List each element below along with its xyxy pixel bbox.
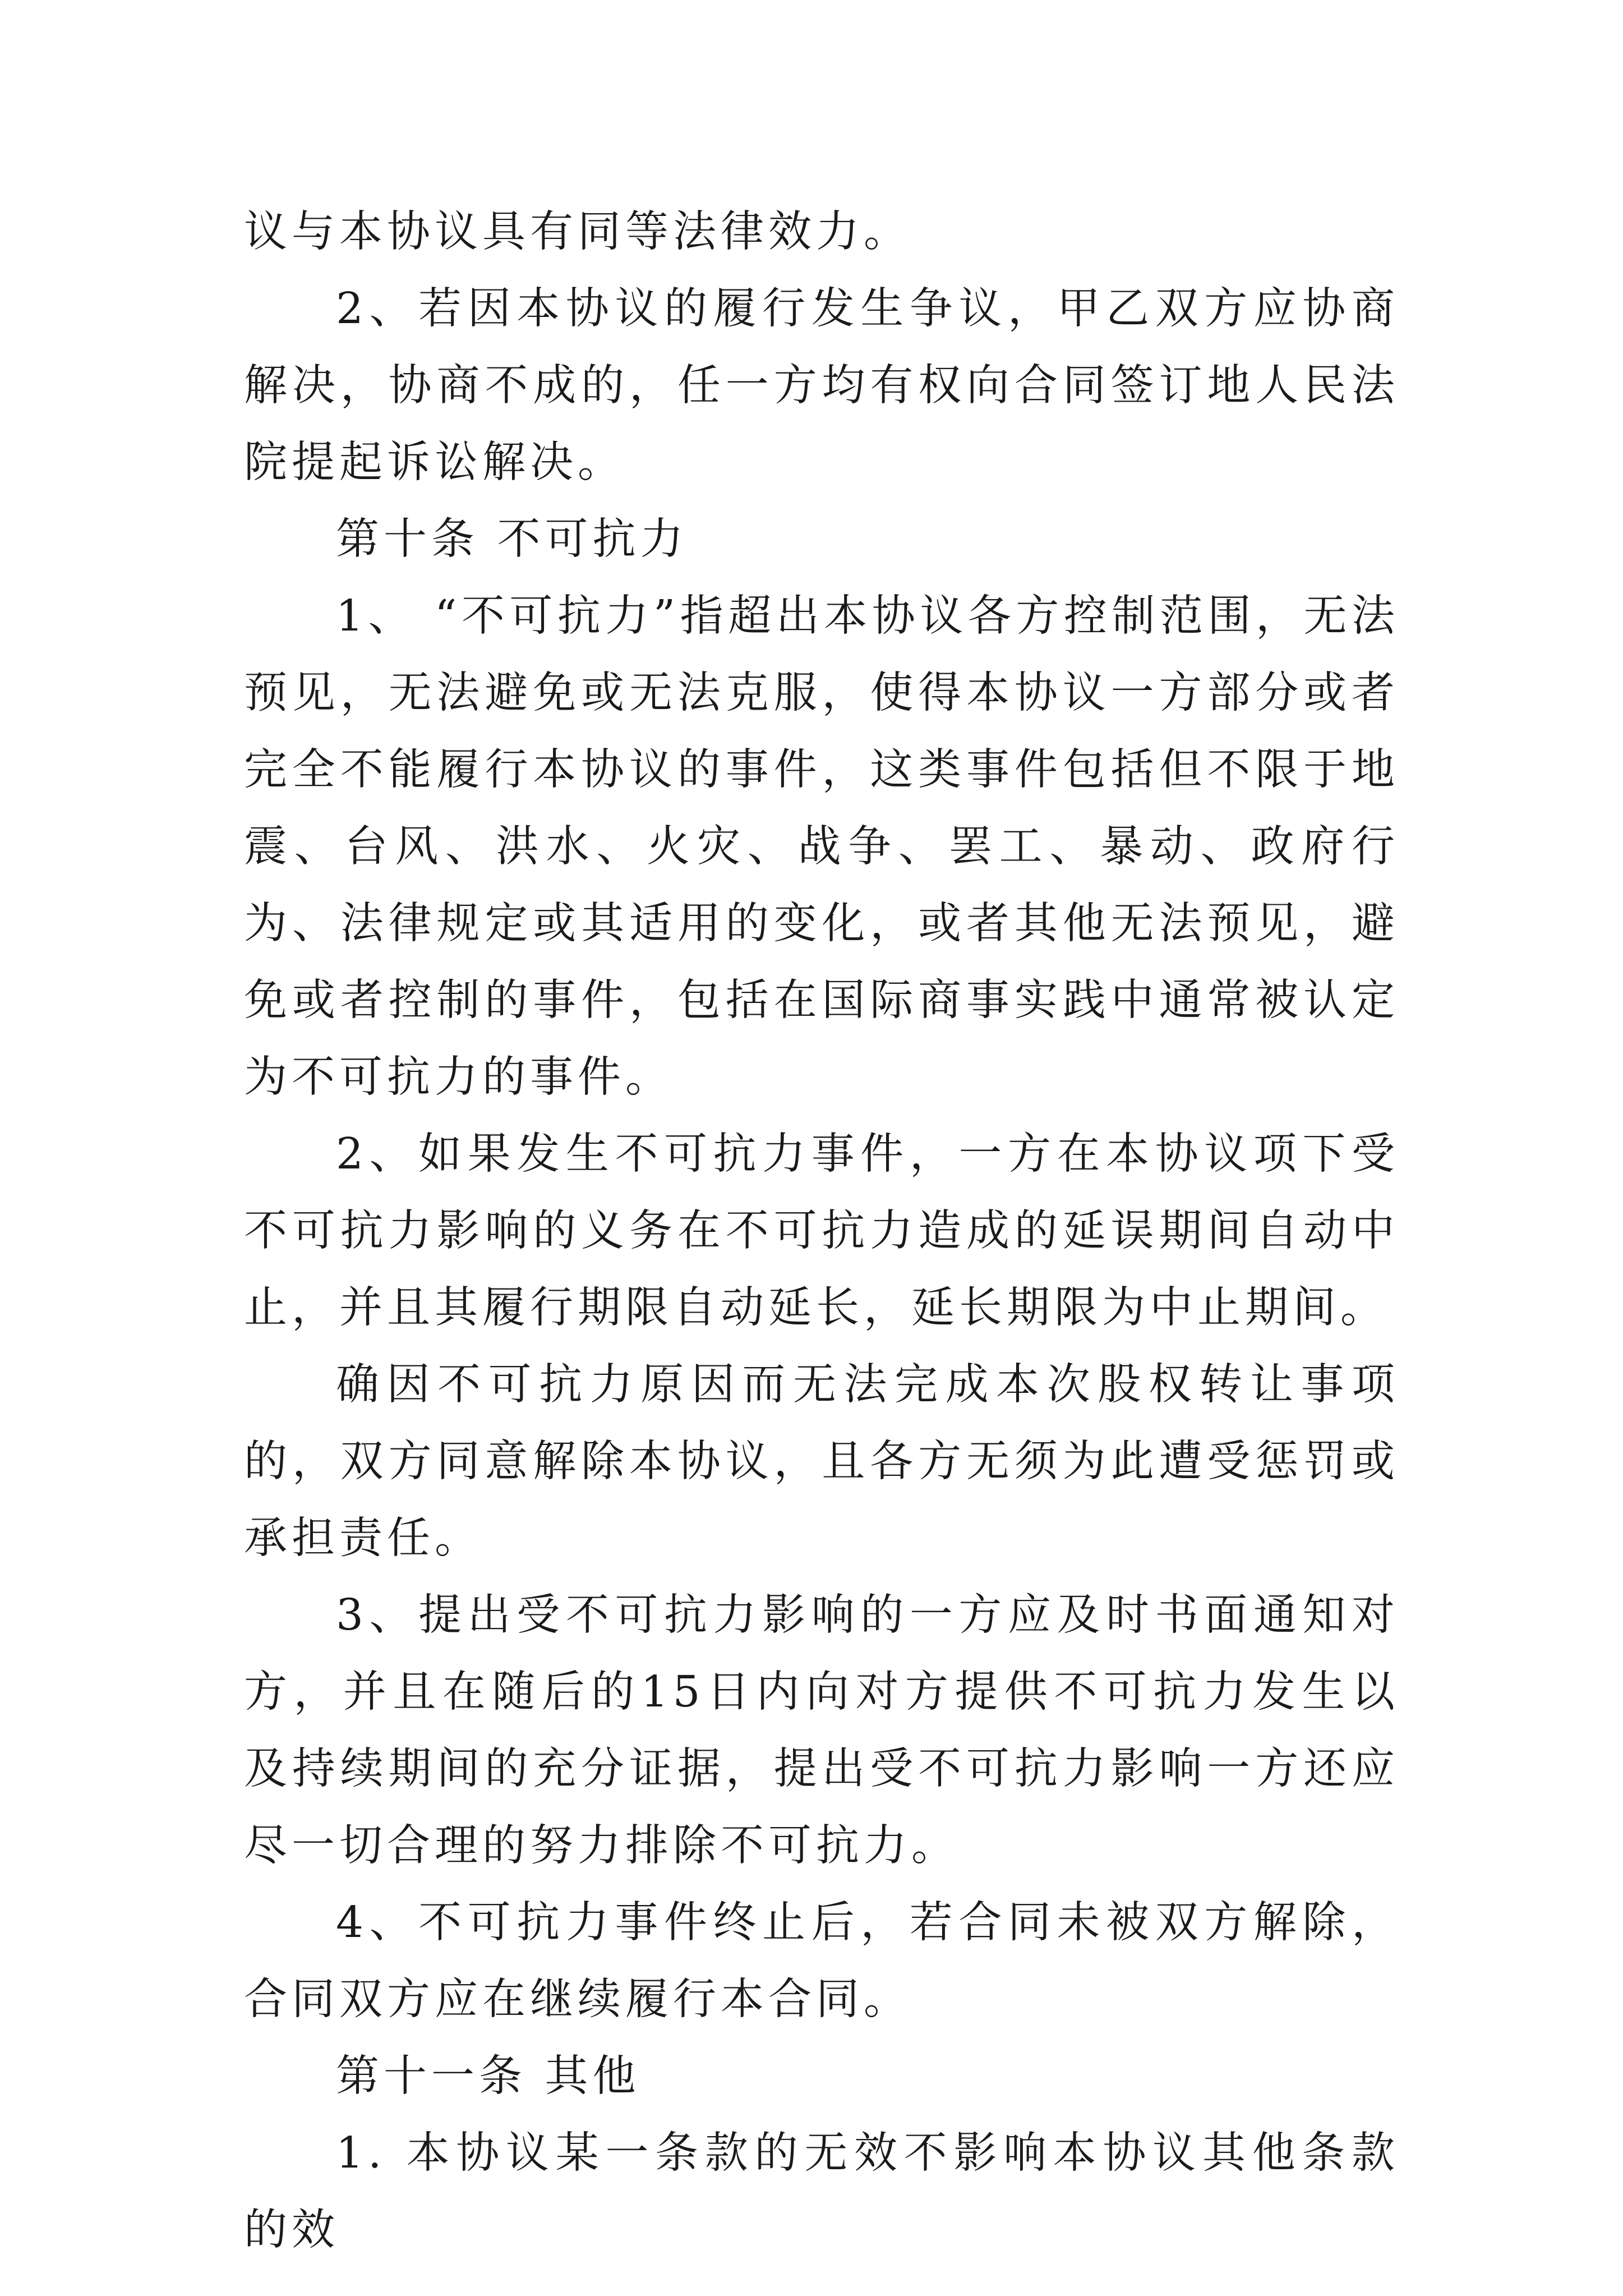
article-10-heading: 第十条 不可抗力 xyxy=(336,514,688,564)
paragraph-force-majeure-suspension: 2、如果发生不可抗力事件，一方在本协议项下受不可抗力影响的义务在不可抗力造成的延误期间自动中止，并且其履行期限自动延长，延长期限为中止期间。 xyxy=(244,1129,1399,1333)
paragraph-force-majeure-definition: 1、 “不可抗力”指超出本协议各方控制范围，无法预见，无法避免或无法克服，使得本协议一方部分或者完全不能履行本协议的事件，这类事件包括但不限于地震、台风、洪水、火灾、战争、罢工、暴动、政府行为、法律规定或其适用的变化，或者其他无法预见，避免或者控制的事件，包括在国际商事实践中通常被认定为不可抗力的事件。 xyxy=(244,591,1399,1102)
paragraph-termination: 确因不可抗力原因而无法完成本次股权转让事项的，双方同意解除本协议，且各方无须为此遭受惩罚或承担责任。 xyxy=(244,1360,1399,1563)
paragraph-continuation: 议与本协议具有同等法律效力。 xyxy=(244,207,911,257)
document-body xyxy=(244,194,1399,2269)
article-11-heading: 第十一条 其他 xyxy=(336,2051,640,2101)
paragraph-notice: 3、提出受不可抗力影响的一方应及时书面通知对方，并且在随后的15日内向对方提供不可抗力发生以及持续期间的充分证据，提出受不可抗力影响一方还应尽一切合理的努力排除不可抗力。 xyxy=(244,1590,1399,1871)
paragraph-resumption: 4、不可抗力事件终止后，若合同未被双方解除，合同双方应在继续履行本合同。 xyxy=(244,1898,1399,2024)
paragraph-dispute-resolution: 2、若因本协议的履行发生争议，甲乙双方应协商解决，协商不成的，任一方均有权向合同签订地人民法院提起诉讼解决。 xyxy=(244,284,1399,487)
paragraph-severability: 1. 本协议某一条款的无效不影响本协议其他条款的效 xyxy=(244,2128,1399,2255)
